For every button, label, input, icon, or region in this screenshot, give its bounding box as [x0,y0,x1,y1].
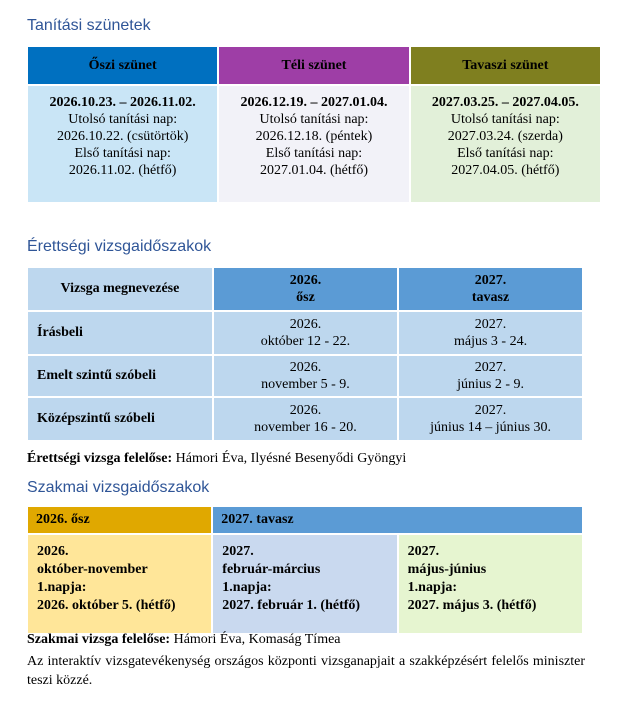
exam-autumn-year: 2026. [289,273,322,288]
voc-cell-months: február-március [222,562,321,577]
voc-cell-months: május-június [407,562,487,577]
exam-autumn-header [213,267,398,311]
voc-cell-date: 2027. február 1. (hétfő) [222,598,361,613]
exam-cell-year: 2026. [289,360,322,375]
exam-autumn-season: ősz [296,290,315,305]
spring-first-label: Első tanítási nap: [457,146,554,161]
exam-spring-year: 2027. [474,273,507,288]
autumn-last-label: Utolsó tanítási nap: [68,112,178,127]
exam-cell-dates: november 16 - 20. [254,420,357,435]
voc-cell-may [398,534,583,634]
voc-paragraph: Az interaktív vizsgatevékenység országos központi vizsganapjait a szakképzésért felelős miniszter teszi közzé. [27,654,585,688]
voc-cell-feb [212,534,397,634]
table-row [27,355,583,397]
exam-cell [398,355,583,397]
winter-break-header: Téli szünet [218,46,409,85]
breaks-table [26,45,602,204]
winter-last-label: Utolsó tanítási nap: [259,112,369,127]
breaks-heading: Tanítási szünetek [27,17,151,34]
winter-first-label: Első tanítási nap: [265,146,363,161]
voc-spring-header: 2027. tavasz [212,506,583,534]
exam-cell-dates: május 3 - 24. [453,334,528,349]
voc-cell-year: 2026. [37,544,69,559]
exams-heading: Érettségi vizsgaidőszakok [27,238,212,255]
table-row [27,311,583,355]
exam-responsible-note [27,451,406,467]
exams-table [26,266,584,442]
exam-cell [213,355,398,397]
exam-row-name: Emelt szintű szóbeli [27,355,213,397]
spring-last-label: Utolsó tanítási nap: [450,112,560,127]
autumn-break-range: 2026.10.23. – 2026.11.02. [49,95,196,110]
voc-responsible-names: Hámori Éva, Komaság Tímea [170,632,341,647]
exam-cell-year: 2026. [289,403,322,418]
exam-cell-year: 2027. [474,403,507,418]
winter-last-date: 2026.12.18. (péntek) [255,129,373,144]
exam-cell [398,397,583,441]
voc-cell-date: 2027. május 3. (hétfő) [407,598,537,613]
spring-break-header: Tavaszi szünet [410,46,601,85]
exam-name-header: Vizsga megnevezése [27,267,213,311]
autumn-first-date: 2026.11.02. (hétfő) [68,163,177,178]
winter-break-cell [218,85,409,203]
voc-cell-napja: 1.napja: [222,580,272,595]
exam-row-name: Középszintű szóbeli [27,397,213,441]
voc-cell-year: 2027. [222,544,254,559]
autumn-first-label: Első tanítási nap: [74,146,171,161]
spring-last-date: 2027.03.24. (szerda) [447,129,563,144]
exam-cell [398,311,583,355]
voc-cell-autumn [27,534,212,634]
exam-cell-year: 2026. [289,317,322,332]
exam-cell-dates: október 12 - 22. [260,334,351,349]
exam-cell-year: 2027. [474,360,507,375]
exam-cell-dates: június 2 - 9. [457,377,524,392]
voc-cell-year: 2027. [407,544,440,559]
voc-cell-months: október-november [37,562,148,577]
voc-responsible-label: Szakmai vizsga felelőse: [27,632,171,647]
exam-cell [213,311,398,355]
winter-first-date: 2027.01.04. (hétfő) [259,163,369,178]
voc-autumn-header: 2026. ősz [27,506,212,534]
autumn-break-cell [27,85,218,203]
exam-cell [213,397,398,441]
spring-break-range: 2027.03.25. – 2027.04.05. [431,95,579,110]
exam-responsible-label: Érettségi vizsga felelőse: [27,451,173,466]
exam-spring-header [398,267,583,311]
voc-cell-napja: 1.napja: [37,580,87,595]
exam-cell-year: 2027. [474,317,507,332]
autumn-break-header: Őszi szünet [27,46,218,85]
exam-cell-dates: június 14 – június 30. [430,420,552,435]
table-row [27,397,583,441]
exam-spring-season: tavasz [471,290,510,305]
winter-break-range: 2026.12.19. – 2027.01.04. [240,95,388,110]
voc-cell-date: 2026. október 5. (hétfő) [37,598,176,613]
voc-cell-napja: 1.napja: [407,580,458,595]
voc-table [26,505,584,635]
spring-first-date: 2027.04.05. (hétfő) [451,163,560,178]
autumn-last-date: 2026.10.22. (csütörtök) [56,129,189,144]
exam-row-name: Írásbeli [27,311,213,355]
voc-responsible-note [27,632,341,648]
spring-break-cell [410,85,601,203]
exam-responsible-names: Hámori Éva, Ilyésné Besenyődi Gyöngyi [172,451,407,466]
voc-heading: Szakmai vizsgaidőszakok [27,479,210,496]
exam-cell-dates: november 5 - 9. [261,377,350,392]
